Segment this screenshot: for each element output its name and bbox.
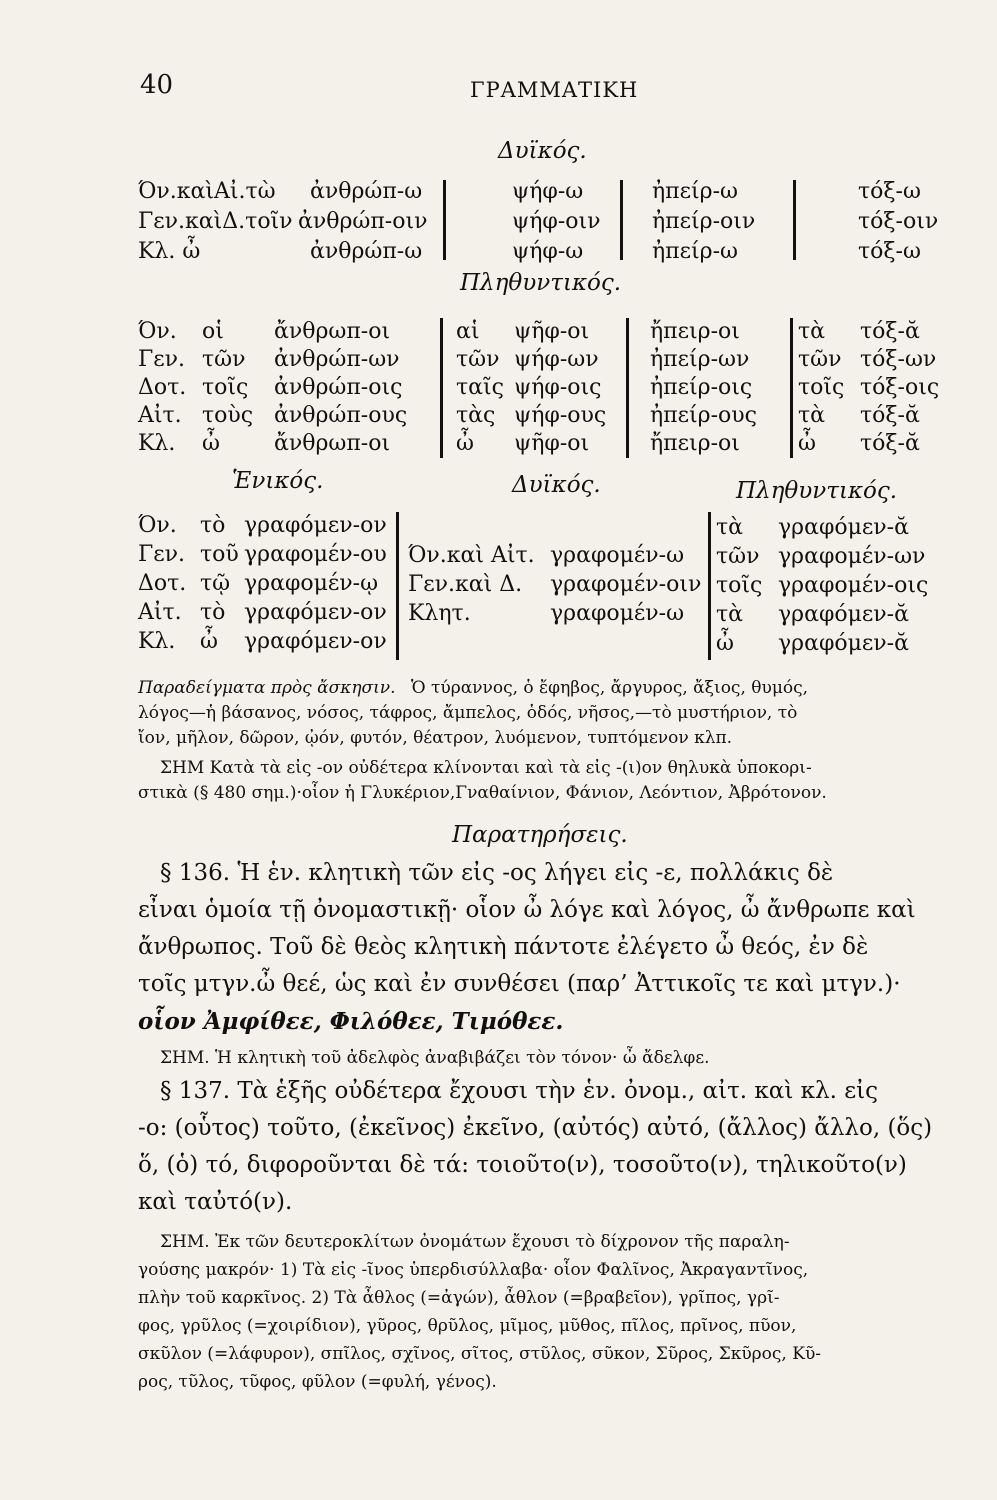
article: τῶν <box>456 347 500 372</box>
divider <box>443 180 446 260</box>
case-label: Κλ. <box>138 431 176 456</box>
s137-note-5: σκῦλον (=λάφυρον), σπῖλος, σχῖνος, σῖτος, στῦλος, σῦκον, Σῦρος, Σκῦρος, Κῦ- <box>138 1344 822 1364</box>
singular-heading: Ἑνικός. <box>232 468 324 494</box>
case-label: Αἰτ. <box>138 600 182 625</box>
article: τὰ <box>716 602 744 627</box>
article: τὰ <box>798 319 826 344</box>
article: τὸ <box>200 513 226 538</box>
form: ἄνθρωπ-οι <box>274 319 391 344</box>
form: ψῆφ-οι <box>514 319 590 344</box>
s136-note: ΣΗΜ. Ἡ κλητικὴ τοῦ ἀδελφὸς ἀναβιβάζει τὸν τόνον· ὦ ἄδελφε. <box>160 1048 710 1068</box>
s137-line-1: § 137. Τὰ ἑξῆς οὐδέτερα ἔχουσι τὴν ἑν. ὀνομ., αἰτ. καὶ κλ. εἰς <box>160 1078 879 1104</box>
form: ἠπείρ-ων <box>650 347 750 372</box>
form: γραφομέν-ω <box>550 601 685 626</box>
form: ψῆφ-οι <box>514 431 590 456</box>
form: τόξ-ᾰ <box>860 403 920 428</box>
s136-line-2: εἶναι ὁμοία τῇ ὀνομαστικῇ· οἷον ὦ λόγε καὶ λόγος, ὦ ἄνθρωπε καὶ <box>138 897 916 923</box>
case-label: Όν. <box>138 319 177 344</box>
article: ὦ <box>200 629 218 654</box>
form: γραφομέν-ω <box>550 543 685 568</box>
article: τὰ <box>798 403 826 428</box>
article: τοῖς <box>202 375 249 400</box>
s137-note-2: γούσης μακρόν· 1) Τὰ εἰς -ῖνος ὑπερδισύλλαβα· οἷον Φαλῖνος, Ἀκραγαντῖνος, <box>138 1260 809 1280</box>
article: τὸ <box>200 600 226 625</box>
s137-line-4: καὶ ταὐτό(ν). <box>138 1189 293 1215</box>
article: τοῖς <box>798 375 845 400</box>
article: τῷ <box>200 571 231 596</box>
form: γραφόμεν-ον <box>244 600 387 625</box>
form: γραφόμεν-ᾰ <box>778 631 909 656</box>
form: τόξ-ων <box>860 347 937 372</box>
divider <box>440 318 443 458</box>
s137-note-6: ρος, τῦλος, τῦφος, φῦλον (=φυλή, γένος). <box>138 1372 497 1392</box>
note-line-2: στικὰ (§ 480 σημ.)·οἷον ἡ Γλυκέριον,Γναθαίνιον, Φάνιον, Λεόντιον, Ἀβρότονον. <box>138 783 827 803</box>
form: γραφόμεν-ον <box>244 629 387 654</box>
form: γραφόμεν-ον <box>244 513 387 538</box>
dual-heading-2: Δυϊκός. <box>512 472 601 498</box>
s137-note-4: φος, γρῦλος (=χοιρίδιον), γῦρος, θρῦλος, μῖμος, μῦθος, πῖλος, πρῖνος, πῦον, <box>138 1316 797 1336</box>
case-label: Όν.καὶ Αἰτ. <box>408 543 535 568</box>
plural-heading-2: Πληθυντικός. <box>736 478 898 504</box>
article: τῶν <box>716 544 760 569</box>
article: τῶν <box>202 347 246 372</box>
form: ψήφ-ους <box>514 403 607 428</box>
form: γραφομέν-οιν <box>550 572 702 597</box>
case-label: Γεν. <box>138 347 186 372</box>
article: ὦ <box>716 631 734 656</box>
observations-heading: Παρατηρήσεις. <box>452 822 628 848</box>
s136-line-5: οἷον Ἀμφίθεε, Φιλόθεε, Τιμόθεε. <box>138 1008 564 1035</box>
page-title: ΓΡΑΜΜΑΤΙΚΗ <box>470 78 639 102</box>
s137-line-2: -ο: (οὗτος) τοῦτο, (ἐκεῖνος) ἐκεῖνο, (αὐτός) αὐτό, (ἄλλος) ἄλλο, (ὅς) <box>138 1115 933 1141</box>
article: οἱ <box>202 319 224 344</box>
article: τοὺς <box>202 403 254 428</box>
article: ταῖς <box>456 375 504 400</box>
article: αἱ <box>456 319 480 344</box>
article: τῶν <box>798 347 842 372</box>
article: τὰς <box>456 403 496 428</box>
form: ἠπείρ-οις <box>650 375 753 400</box>
case-label: Κλητ. <box>408 601 471 626</box>
article: ὦ <box>456 431 474 456</box>
form: ἀνθρώπ-ους <box>274 403 408 428</box>
examples-line-3: ἴον, μῆλον, δῶρον, ᾠόν, φυτόν, θέατρον, λυόμενον, τυπτόμενον κλπ. <box>138 728 733 748</box>
form: ἀνθρώπ-ων <box>274 347 400 372</box>
form: γραφομέν-οις <box>778 573 929 598</box>
case-label: Κλ. <box>138 629 176 654</box>
examples-line-2: λόγος—ἡ βάσανος, νόσος, τάφρος, ἄμπελος, ὁδός, νῆσος,—τὸ μυστήριον, τὸ <box>138 703 798 723</box>
article: τὰ <box>716 515 744 540</box>
case-label: Δοτ. <box>138 571 187 596</box>
divider <box>708 512 711 660</box>
note-line-1: ΣΗΜ Κατὰ τὰ εἰς -ον οὐδέτερα κλίνονται καὶ τὰ εἰς -(ι)ον θηλυκὰ ὑποκορι- <box>160 758 812 778</box>
article: ὦ <box>798 431 816 456</box>
form: ἠπείρ-ους <box>650 403 757 428</box>
form: ἤπειρ-οι <box>650 319 740 344</box>
plural-heading: Πληθυντικός. <box>460 270 622 296</box>
s137-note-3: πλὴν τοῦ καρκῖνος. 2) Τὰ ἆθλος (=ἀγών), ἆθλον (=βραβεῖον), γρῖπος, γρῖ- <box>138 1288 780 1308</box>
s137-note-1: ΣΗΜ. Ἐκ τῶν δευτεροκλίτων ὀνομάτων ἔχουσι τὸ δίχρονον τῆς παραλη- <box>160 1232 790 1252</box>
divider <box>793 180 796 260</box>
form: τόξ-ᾰ <box>860 319 920 344</box>
page: 40 ΓΡΑΜΜΑΤΙΚΗ Δυϊκός. Όν.καὶΑἰ.τὼ ἀνθρώπ-ω ψήφ-ω ἠπείρ-ω τόξ-ω Γεν.καὶΔ.τοῖν ἀνθρώπ-οιν ψήφ-οιν ἠπείρ-οιν τόξ-οιν Κλ. ὦ ἀνθρώπ-ω ψήφ-ω ἠπείρ-ω τόξ-ω Πληθυντικός. Ἑνικός. Δυϊκός. Πληθυντικός. Παραδείγματα πρὸς ἄσκησιν. Ὁ τύραννος, ὁ ἔφηβος, ἄργυρος, ἄξιος, θυμός, λόγος—ἡ βάσανος, νόσος, τάφρος, ἄμπελος, ὁδός, νῆσος,—τὸ μυστήριον, τὸ ἴον, μῆλον, δῶρον, ᾠόν, φυτόν, θέατρον, λυόμενον, τυπτόμενον κλπ. ΣΗΜ Κατὰ τὰ εἰς -ον οὐδέτερα κλίνονται καὶ τὰ εἰς -(ι)ον θηλυκὰ ὑποκορι- στικὰ (§ 480 σημ.)·οἷον ἡ Γλυκέριον,Γναθαίνιον, Φάνιον, Λεόντιον, Ἀβρότονον. Παρατηρήσεις. § 136. Ἡ ἑν. κλητικὴ τῶν εἰς -ος λήγει εἰς -ε, πολλάκις δὲ εἶναι ὁμοία τῇ ὀνομαστικῇ· οἷον ὦ λόγε καὶ λόγος, ὦ ἄνθρωπε καὶ ἄνθρωπος. Τοῦ δὲ θεὸς κλητικὴ πάντοτε ἐλέγετο ὦ θεός, ἐν δὲ τοῖς μτγν.ὦ θεέ, ὡς καὶ ἐν συνθέσει (παρ’ Ἀττικοῖς τε καὶ μτγν.)· οἷον Ἀμφίθεε, Φιλόθεε, Τιμόθεε. ΣΗΜ. Ἡ κλητικὴ τοῦ ἀδελφὸς ἀναβιβάζει τὸν τόνον· ὦ ἄδελφε. § 137. Τὰ ἑξῆς οὐδέτερα ἔχουσι τὴν ἑν. ὀνομ., αἰτ. καὶ κλ. εἰς -ο: (οὗτος) τοῦτο, (ἐκεῖνος) ἐκεῖνο, (αὐτός) αὐτό, (ἄλλος) ἄλλο, (ὅς) ὅ, (ὁ) τό, διφοροῦνται δὲ τά: τοιοῦτο(ν), τοσοῦτο(ν), τηλικοῦτο(ν) καὶ ταὐτό(ν). ΣΗΜ. Ἐκ τῶν δευτεροκλίτων ὀνομάτων ἔχουσι τὸ δίχρονον τῆς παραλη- γούσης μακρόν· 1) Τὰ εἰς -ῖνος ὑπερδισύλλαβα· οἷον Φαλῖνος, Ἀκραγαντῖνος, πλὴν τοῦ καρκῖνος. 2) Τὰ ἆθλος (=ἀγών), ἆθλον (=βραβεῖον), γρῖπος, γρῖ- φος, γρῦλος (=χοιρίδιον), γῦρος, θρῦλος, μῖμος, μῦθος, πῖλος, πρῖνος, πῦον, σκῦλον (=λάφυρον), σπῖλος, σχῖνος, σῖτος, στῦλος, σῦκον, Σῦρος, Σκῦρος, Κῦ- ρος, τῦλος, τῦφος, φῦλον (=φυλή, γένος). Όν. οἱ ἄνθρωπ-οι αἱ ψῆφ-οι ἤπειρ-οι τὰ τόξ-ᾰ Γεν. τῶν ἀνθρώπ-ων τῶν ψήφ-ων ἠπείρ-ων τῶν τόξ-ων Δοτ. τοῖς ἀνθρώπ-οις ταῖς ψήφ-οις ἠπείρ-οις τοῖς τόξ-οις Αἰτ. τοὺς ἀνθρώπ-ους τὰς ψήφ-ους ἠπείρ-ους τὰ τόξ-ᾰ Κλ. ὦ ἄνθρωπ-οι ὦ ψῆφ-οι ἤπειρ-οι ὦ τόξ-ᾰ Όν. τὸ γραφόμεν-ον Γεν. τοῦ γραφομέν-ου Δοτ. τῷ γραφομέν-ῳ Αἰτ. τὸ γραφόμεν-ον Κλ. ὦ γραφόμεν-ον Όν.καὶ Αἰτ. γραφομέν-ω Γεν.καὶ Δ. γραφομέν-οιν Κλητ. γραφομέν-ω τὰ γραφόμεν-ᾰ τῶν γραφομέν-ων τοῖς γραφομέν-οις τὰ γραφόμεν-ᾰ ὦ γραφόμεν-ᾰ <box>0 0 997 1500</box>
divider <box>790 318 793 458</box>
form: ἄνθρωπ-οι <box>274 431 391 456</box>
case-label: Όν. <box>138 513 177 538</box>
form: ψήφ-ων <box>514 347 599 372</box>
s136-line-3: ἄνθρωπος. Τοῦ δὲ θεὸς κλητικὴ πάντοτε ἐλέγετο ὦ θεός, ἐν δὲ <box>138 934 869 960</box>
s136-line-4: τοῖς μτγν.ὦ θεέ, ὡς καὶ ἐν συνθέσει (παρ’ Ἀττικοῖς τε καὶ μτγν.)· <box>138 971 901 997</box>
dual-heading: Δυϊκός. <box>498 138 587 164</box>
examples-label: Παραδείγματα πρὸς ἄσκησιν. <box>138 678 396 698</box>
case-label: Δοτ. <box>138 375 187 400</box>
article: ὦ <box>202 431 220 456</box>
s137-line-3: ὅ, (ὁ) τό, διφοροῦνται δὲ τά: τοιοῦτο(ν), τοσοῦτο(ν), τηλικοῦτο(ν) <box>138 1152 907 1178</box>
form: τόξ-ᾰ <box>860 431 920 456</box>
form: γραφομέν-ῳ <box>244 571 379 596</box>
case-label: Γεν.καὶ Δ. <box>408 572 523 597</box>
form: γραφόμεν-ᾰ <box>778 602 909 627</box>
article: τοῖς <box>716 573 763 598</box>
case-label: Γεν. <box>138 542 186 567</box>
form: γραφόμεν-ᾰ <box>778 515 909 540</box>
form: τόξ-οις <box>860 375 940 400</box>
case-label: Αἰτ. <box>138 403 182 428</box>
examples-line-1: Παραδείγματα πρὸς ἄσκησιν. Ὁ τύραννος, ὁ ἔφηβος, ἄργυρος, ἄξιος, θυμός, <box>138 678 809 698</box>
form: ἀνθρώπ-οις <box>274 375 403 400</box>
form: ψήφ-οις <box>514 375 602 400</box>
page-number: 40 <box>140 70 174 100</box>
article: τοῦ <box>200 542 239 567</box>
divider <box>626 318 629 458</box>
divider <box>396 512 399 660</box>
form: γραφομέν-ου <box>244 542 387 567</box>
s136-line-1: § 136. Ἡ ἑν. κλητικὴ τῶν εἰς -ος λήγει εἰς -ε, πολλάκις δὲ <box>160 860 834 886</box>
form: γραφομέν-ων <box>778 544 926 569</box>
form: ἤπειρ-οι <box>650 431 740 456</box>
divider <box>620 180 623 260</box>
